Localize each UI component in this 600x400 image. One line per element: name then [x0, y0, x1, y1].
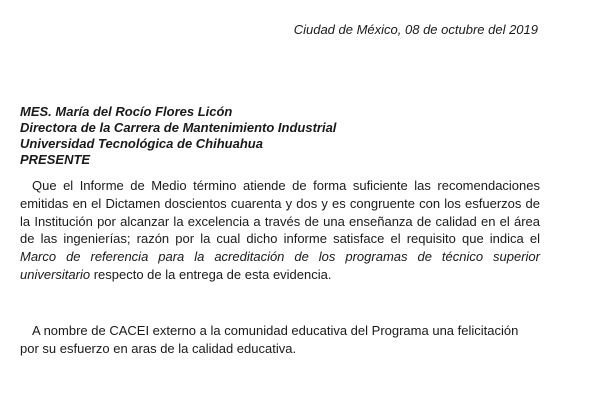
body-paragraph-1	[20, 177, 540, 284]
recipient-position: Directora de la Carrera de Mantenimiento Industrial	[20, 120, 337, 135]
paragraph-1-text-end: respecto de la entrega de esta evidencia.	[90, 266, 332, 282]
paragraph-1-text: Que el Informe de Medio término atiende de forma suficiente las recomendaciones emitidas en el Dictamen doscientos cuarenta y dos y es congruente con los esfuerzos de la Institución por alcanzar la excelencia a través de una enseñanza de calidad en el área de las ingenierías; razón por la cual dicho informe satisface el requisito que indica el	[20, 178, 540, 247]
body-paragraph-2: A nombre de CACEI externo a la comunidad educativa del Programa una felicitación por su esfuerzo en aras de la calidad educativa.	[20, 323, 519, 356]
paragraph-1-italic-reference: Marco de referencia para la acreditación de los programas de técnico superior universitario	[20, 249, 540, 282]
recipient-salutation: PRESENTE	[20, 152, 91, 167]
letter-date: Ciudad de México, 08 de octubre del 2019	[293, 22, 538, 37]
recipient-institution: Universidad Tecnológica de Chihuahua	[20, 136, 263, 151]
recipient-name: MES. María del Rocío Flores Licón	[20, 104, 233, 119]
recipient-block	[20, 104, 336, 168]
